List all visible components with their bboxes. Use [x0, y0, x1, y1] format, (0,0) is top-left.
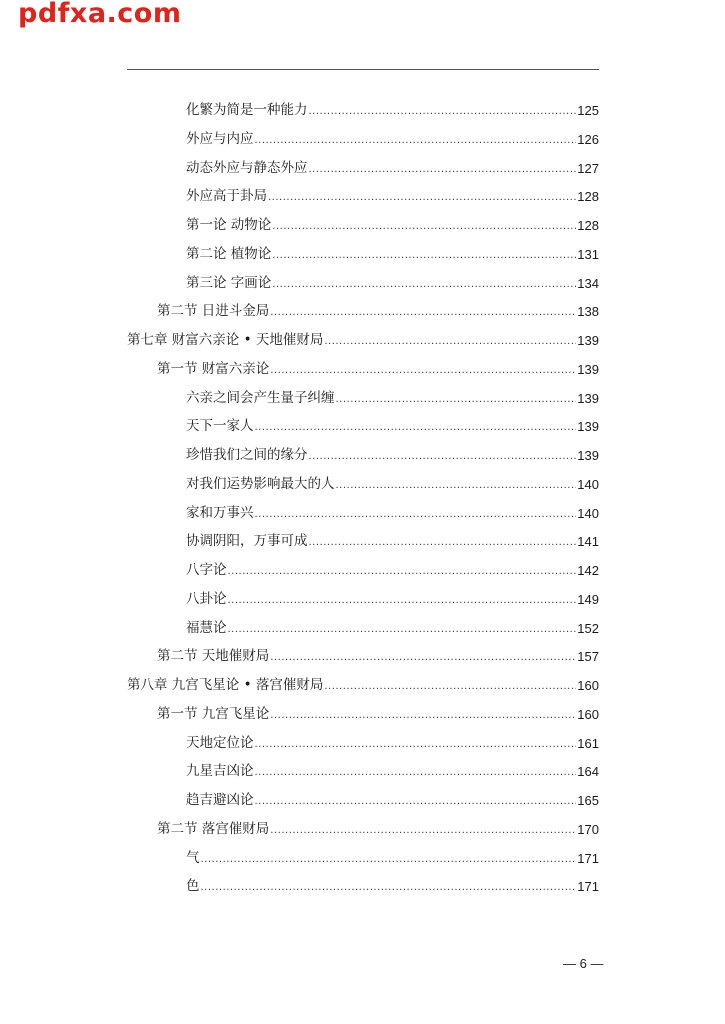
- toc-entry-title: 第一论 动物论: [186, 217, 272, 233]
- toc-leader-dots: [336, 384, 577, 413]
- toc-entry-page: 157: [577, 649, 599, 665]
- toc-entry-title: 外应高于卦局: [186, 188, 267, 205]
- toc-entry-title: 气: [186, 849, 200, 866]
- toc-entry-page: 134: [577, 275, 599, 291]
- toc-leader-dots: [309, 441, 577, 470]
- toc-entry-page: 140: [577, 476, 599, 492]
- toc-leader-dots: [255, 499, 577, 528]
- toc-entry-page: 139: [577, 390, 599, 406]
- toc-entry-page: 141: [577, 534, 599, 550]
- toc-entry[interactable]: [157, 297, 599, 326]
- toc-entry[interactable]: [186, 757, 599, 786]
- toc-entry-page: 139: [577, 448, 599, 463]
- toc-leader-dots: [324, 671, 576, 700]
- toc-entry[interactable]: [186, 872, 599, 901]
- toc-entry-page: 139: [577, 333, 599, 348]
- toc-entry[interactable]: [186, 96, 599, 125]
- toc-entry-title: 第一节 财富六亲论: [157, 360, 270, 377]
- toc-entry-title: 八卦论: [186, 590, 227, 607]
- toc-entry-page: 125: [577, 103, 599, 118]
- toc-leader-dots: [309, 96, 577, 125]
- toc-entry[interactable]: [186, 729, 599, 758]
- toc-leader-dots: [272, 211, 576, 240]
- toc-entry-title: 第二节 天地催财局: [157, 648, 270, 665]
- toc-entry[interactable]: [186, 154, 599, 183]
- toc-entry-title: 第二节 落宫催财局: [157, 820, 270, 837]
- toc-leader-dots: [255, 786, 577, 815]
- toc-entry[interactable]: [186, 211, 599, 240]
- toc-entry-page: 139: [577, 419, 599, 435]
- toc-leader-dots: [228, 556, 577, 585]
- toc-entry-page: 127: [577, 160, 599, 176]
- toc-leader-dots: [324, 326, 576, 355]
- page-number: — 6 —: [563, 956, 604, 971]
- toc-entry-title: 趋吉避凶论: [186, 792, 254, 808]
- toc-entry-page: 165: [577, 793, 599, 808]
- toc-entry[interactable]: [186, 527, 599, 556]
- toc-entry-page: 170: [577, 821, 599, 837]
- toc-entry-title: 第二论 植物论: [186, 245, 272, 262]
- toc-entry-title: 第三论 字画论: [186, 274, 272, 291]
- toc-entry-page: 161: [577, 735, 599, 751]
- toc-entry-page: 160: [577, 678, 599, 693]
- toc-entry-title: 对我们运势影响最大的人: [186, 475, 335, 492]
- toc-entry[interactable]: [186, 240, 599, 269]
- toc-entry-page: 128: [577, 218, 599, 233]
- toc-entry-page: 171: [577, 879, 599, 895]
- toc-entry-page: 160: [577, 706, 599, 722]
- toc-entry[interactable]: [127, 671, 599, 700]
- toc-entry[interactable]: [186, 844, 599, 873]
- toc-leader-dots: [255, 729, 577, 758]
- toc-entry-title: 色: [186, 878, 200, 895]
- toc-entry[interactable]: [186, 412, 599, 441]
- toc-entry[interactable]: [186, 384, 599, 413]
- toc-entry[interactable]: [186, 585, 599, 614]
- toc-entry[interactable]: [157, 700, 599, 729]
- toc-entry[interactable]: [157, 642, 599, 671]
- toc-entry-title: 六亲之间会产生量子纠缠: [186, 389, 335, 406]
- toc-entry-title: 九星吉凶论: [186, 763, 254, 780]
- toc-entry[interactable]: [186, 786, 599, 815]
- toc-entry-title: 第八章 九宫飞星论 • 落宫催财局: [127, 677, 324, 693]
- toc-leader-dots: [228, 585, 577, 614]
- toc-entry-title: 第二节 日进斗金局: [157, 303, 270, 320]
- toc-entry-page: 139: [577, 361, 599, 377]
- toc-entry-title: 第七章 财富六亲论 • 天地催财局: [127, 332, 324, 348]
- toc-entry-title: 福慧论: [186, 619, 227, 636]
- toc-entry-title: 化繁为简是一种能力: [186, 102, 308, 118]
- toc-entry-title: 珍惜我们之间的缘分: [186, 447, 308, 463]
- toc-leader-dots: [255, 412, 577, 441]
- toc-entry-page: 142: [577, 563, 599, 578]
- toc-entry-title: 第一节 九宫飞星论: [157, 705, 270, 722]
- toc-leader-dots: [270, 355, 576, 384]
- watermark-logo: pdfxa.com: [18, 0, 182, 29]
- toc-leader-dots: [201, 872, 577, 901]
- toc-entry[interactable]: [186, 182, 599, 211]
- toc-leader-dots: [270, 700, 576, 729]
- toc-entry-page: 140: [577, 505, 599, 521]
- toc-entry-page: 138: [577, 304, 599, 320]
- toc-entry-title: 家和万事兴: [186, 504, 254, 521]
- toc-leader-dots: [255, 757, 577, 786]
- toc-entry[interactable]: [127, 326, 599, 355]
- toc-entry-title: 外应与内应: [186, 130, 254, 147]
- header-rule: [127, 69, 599, 70]
- toc-entry-title: 八字论: [186, 562, 227, 578]
- toc-entry-page: 152: [577, 620, 599, 636]
- toc-entry-title: 协调阴阳，万事可成: [186, 533, 308, 550]
- toc-leader-dots: [268, 182, 576, 211]
- toc-leader-dots: [272, 269, 576, 298]
- toc-entry[interactable]: [186, 470, 599, 499]
- toc-leader-dots: [270, 815, 576, 844]
- toc-entry-page: 149: [577, 591, 599, 607]
- toc-entry[interactable]: [186, 499, 599, 528]
- toc-leader-dots: [201, 844, 577, 873]
- toc-leader-dots: [270, 642, 576, 671]
- toc-leader-dots: [336, 470, 577, 499]
- toc-entry-page: 131: [577, 246, 599, 262]
- toc-entry[interactable]: [186, 125, 599, 154]
- toc-entry[interactable]: [186, 441, 599, 470]
- toc-entry[interactable]: [186, 269, 599, 298]
- toc-leader-dots: [309, 527, 577, 556]
- toc-entry-page: 171: [577, 850, 599, 866]
- toc-entry-title: 天地定位论: [186, 734, 254, 751]
- toc-entry-title: 动态外应与静态外应: [186, 159, 308, 176]
- toc-entry[interactable]: [157, 355, 599, 384]
- toc-leader-dots: [255, 125, 577, 154]
- toc-leader-dots: [309, 154, 577, 183]
- toc-entry[interactable]: [186, 614, 599, 643]
- toc-leader-dots: [228, 614, 577, 643]
- toc-entry[interactable]: [157, 815, 599, 844]
- toc-leader-dots: [270, 297, 576, 326]
- toc-entry-page: 126: [577, 131, 599, 147]
- toc-entry-page: 128: [577, 189, 599, 205]
- toc-entry[interactable]: [186, 556, 599, 585]
- toc-entry-page: 164: [577, 764, 599, 780]
- toc-entry-title: 天下一家人: [186, 418, 254, 435]
- toc-leader-dots: [272, 240, 576, 269]
